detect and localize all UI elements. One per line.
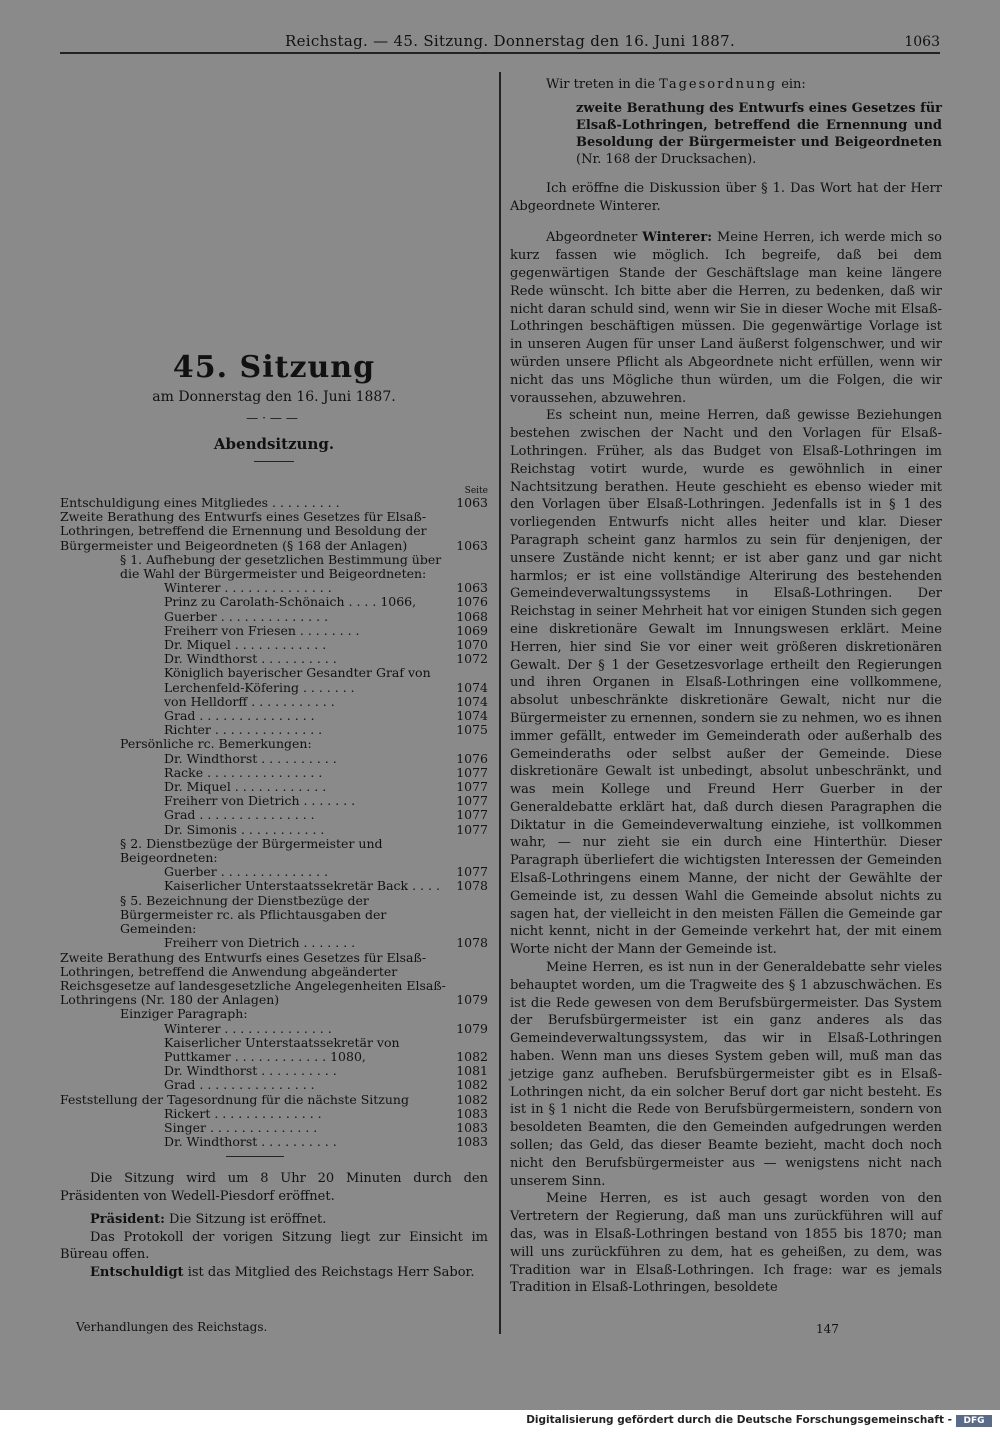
toc-row xyxy=(60,709,488,723)
agenda-item xyxy=(576,100,942,168)
toc-entry-page: 1077 xyxy=(456,807,488,823)
toc-entry-text: Winterer . . . . . . . . . . . . . . xyxy=(164,1020,332,1036)
toc-entry-page: 1077 xyxy=(456,793,488,809)
excused-paragraph xyxy=(60,1264,488,1282)
toc-row xyxy=(60,794,488,808)
header-rule xyxy=(60,52,940,54)
sitting-dash: —·—— xyxy=(246,411,302,425)
sitting-date: am Donnerstag den 16. Juni 1887. xyxy=(152,389,396,405)
toc-entry-text: Dr. Miquel . . . . . . . . . . . . xyxy=(164,637,327,653)
toc-entry-text: Freiherr von Friesen . . . . . . . . xyxy=(164,622,360,638)
footer-left: Verhandlungen des Reichstags. xyxy=(76,1320,268,1334)
toc-entry-page: 1076 xyxy=(456,750,488,766)
header-page-number: 1063 xyxy=(904,34,940,50)
toc-entry-text: Freiherr von Dietrich . . . . . . . xyxy=(164,935,356,951)
toc-entry-text: Zweite Berathung des Entwurfs eines Gesetzes für Elsaß-Lothringen, betreffend die Anwendung abgeänderter Reichsgesetze auf landesgesetzliche Angelegenheiten Elsaß-Lothringens (Nr. 180 der Anlagen) xyxy=(60,949,446,1008)
toc-entry-text: Prinz zu Carolath-Schönaich . . . . 1066, xyxy=(164,594,417,610)
dfg-logo: DFG xyxy=(956,1415,992,1427)
toc-entry-page: 1082 xyxy=(456,1091,488,1107)
toc-entry-text: von Helldorff . . . . . . . . . . . xyxy=(164,693,335,709)
toc-entry-text: Zweite Berathung des Entwurfs eines Gesetzes für Elsaß-Lothringen, betreffend die Ernennung und Besoldung der Bürgermeister und Beigeordneten (§ 168 der Anlagen) xyxy=(60,509,427,553)
sitting-number: 45. Sitzung xyxy=(172,350,376,385)
toc-entry-page: 1083 xyxy=(456,1134,488,1150)
toc-row xyxy=(60,1078,488,1092)
toc-column-head: Seite xyxy=(464,486,488,496)
toc-row xyxy=(60,1121,488,1135)
toc-row xyxy=(60,595,488,609)
toc-entry-page: 1063 xyxy=(456,580,488,596)
toc-row xyxy=(60,652,488,666)
president-text: Die Sitzung ist eröffnet. xyxy=(164,1212,327,1228)
credit-bar xyxy=(0,1410,1000,1432)
excused-text: ist das Mitglied des Reichstags Herr Sabor. xyxy=(183,1264,475,1280)
toc-entry-text: Guerber . . . . . . . . . . . . . . xyxy=(164,864,329,880)
toc-entry-page: 1063 xyxy=(456,495,488,510)
toc-entry-page: 1069 xyxy=(456,622,488,638)
toc-entry-text: Dr. Windthorst . . . . . . . . . . xyxy=(164,1063,337,1079)
toc-row xyxy=(60,823,488,837)
footer-signature: 147 xyxy=(816,1322,839,1336)
toc-row xyxy=(60,766,488,780)
toc-entry-text: Dr. Simonis . . . . . . . . . . . xyxy=(164,821,325,837)
toc-entry-text: Singer . . . . . . . . . . . . . . xyxy=(164,1119,318,1135)
toc-row xyxy=(60,879,488,893)
agenda-intro-spaced: Tagesordnung xyxy=(659,77,778,92)
toc-entry-text: Richter . . . . . . . . . . . . . . xyxy=(164,722,323,738)
toc-entry-page: 1074 xyxy=(456,679,488,695)
toc-row xyxy=(60,695,488,709)
toc-row xyxy=(60,865,488,879)
toc-end-rule xyxy=(226,1156,284,1157)
toc-row xyxy=(60,737,488,751)
toc-row xyxy=(60,510,488,553)
toc-row xyxy=(60,1022,488,1036)
toc-entry-text: Königlich bayerischer Gesandter Graf von Lerchenfeld-Köfering . . . . . . . xyxy=(164,665,431,695)
toc-row xyxy=(60,1007,488,1021)
toc-entry-page: 1072 xyxy=(456,651,488,667)
toc-row xyxy=(60,752,488,766)
toc-entry-text: Dr. Windthorst . . . . . . . . . . xyxy=(164,750,337,766)
toc-entry-text: Rickert . . . . . . . . . . . . . . xyxy=(164,1105,322,1121)
speech-speaker: Winterer: xyxy=(642,230,713,246)
toc-row xyxy=(60,496,488,510)
toc-entry-page: 1083 xyxy=(456,1105,488,1121)
toc-entry-text: Dr. Windthorst . . . . . . . . . . xyxy=(164,1134,337,1150)
toc-entry-page: 1074 xyxy=(456,693,488,709)
toc-entry-page: 1083 xyxy=(456,1119,488,1135)
subtitle-rule xyxy=(254,461,294,462)
toc-entry-text: Grad . . . . . . . . . . . . . . . xyxy=(164,708,315,724)
toc-entry-page: 1075 xyxy=(456,722,488,738)
header-title: Reichstag. — 45. Sitzung. Donnerstag den 16. Juni 1887. xyxy=(285,32,736,50)
toc-rows xyxy=(60,496,488,1149)
agenda-item-ref: (Nr. 168 der Drucksachen). xyxy=(576,151,757,167)
excused-lead: Entschuldigt xyxy=(90,1264,184,1280)
toc-entry-page: 1079 xyxy=(456,1020,488,1036)
toc-entry-page: 1063 xyxy=(456,537,488,553)
sitting-subtitle: Abendsitzung. xyxy=(213,435,335,453)
running-header xyxy=(60,30,940,52)
protocol-paragraph: Das Protokoll der vorigen Sitzung liegt zur Einsicht im Büreau offen. xyxy=(60,1229,488,1263)
agenda-item-title: zweite Berathung des Entwurfs eines Gesetzes für Elsaß-Lothringen, betreffend die Ernennung und Besoldung der Bürgermeister und Beigeordneten xyxy=(576,100,942,150)
toc-entry-text: Einziger Paragraph: xyxy=(120,1006,248,1022)
toc-entry-text: Kaiserlicher Unterstaatssekretär Back . . . . xyxy=(164,878,440,894)
toc-entry-page: 1076 xyxy=(456,594,488,610)
toc-entry-text: Grad . . . . . . . . . . . . . . . xyxy=(164,1077,315,1093)
opening-paragraph: Die Sitzung wird um 8 Uhr 20 Minuten durch den Präsidenten von Wedell-Piesdorf eröffnet. xyxy=(60,1171,488,1204)
toc-row xyxy=(60,894,488,937)
speech-paragraph-3: Meine Herren, es ist nun in der Generaldebatte sehr vieles behauptet worden, um die Tragweite des § 1 abzuschwächen. Es ist die Rede gewesen von dem Berufsbürgermeister. Das System der Berufsbürgermeister ist ein ganz anderes als das Gemeindeverwaltungssystem, das wir in Elsaß-Lothringen haben. Wenn man uns dieses System geben will, muß man das jetzige ganz aufheben. Berufsbürgermeister gibt es in Elsaß-Lothringen nicht, da ein solcher Beruf dort gar nicht besteht. Es ist in § 1 nicht die Rede von Berufsbürgermeistern, sondern von besoldeten Beamten, die den Gemeinden aufgedrungen werden sollen; das Geld, das dieser Beamte bezieht, macht doch noch nicht den Berufsbürgermeister aus — wenigstens nicht nach unserem Sinn. xyxy=(510,960,942,1189)
toc-entry-page: 1077 xyxy=(456,779,488,795)
toc-row xyxy=(60,610,488,624)
right-column xyxy=(510,76,942,1297)
toc-entry-page: 1068 xyxy=(456,608,488,624)
toc-entry-page: 1074 xyxy=(456,708,488,724)
speech-paragraph-2: Es scheint nun, meine Herren, daß gewisse Beziehungen bestehen zwischen der Nacht und den Vorlagen für Elsaß-Lothringen. Früher, als das Budget von Elsaß-Lothringen im Reichstag votirt wurde, wurde es gewöhnlich in einer Nachtsitzung berathen. Heute geschieht es ebenso wieder mit den Vorlagen über Elsaß-Lothringen. Jedenfalls ist in § 1 des vorliegenden Entwurfs nicht alles heiter und klar. Dieser Paragraph scheint ganz harmlos zu sein für denjenigen, der unsere Zustände nicht kennt; er ist aber ganz und gar nicht harmlos; er ist eine vollständige Alterirung des bestehenden Gemeindeverwaltungssystems in Elsaß-Lothringen. Der Reichstag in seiner Mehrheit hat vor einigen Stunden sich gegen eine diskretionäre Gewalt im Innungswesen erklärt. Meine Herren, hier sind Sie vor einer weit größeren diskretionären Gewalt. Der § 1 der Gesetzesvorlage ertheilt den Regierungen und ihren Organen in Elsaß-Lothringen eine vollkommene, absolut unbeschränkte diskretionäre Gewalt, nicht nur die Bürgermeister zu ernennen, sondern sie zu nehmen, wo es ihnen immer gefällt, entweder im Gemeinderath oder außerhalb des Gemeinderaths oder selbst außer der Gemeinde. Diese diskretionäre Gewalt ist unbedingt, absolut unbeschränkt, und was mein Kollege und Freund Herr Guerber in der Generaldebatte erklärt hat, daß durch diesen Paragraphen die Diktatur in die Gemeindeverwaltung einziehe, ist vollkommen wahr, — nur zieht sie ein durch eine Hinterthür. Dieser Paragraph überliefert die wichtigsten Interessen der Gemeinden Elsaß-Lothringens einem Manne, der nicht der Gewählte der Gemeinde ist, zu dessen Wahl die Gemeinde absolut nichts zu sagen hat, der vielleicht in den meisten Fällen die Gemeinde gar nicht kennt, nicht in der Gemeinde verkehrt hat, der mit einem Worte nicht der Mann der Gemeinde ist. xyxy=(510,408,942,958)
toc-entry-text: Kaiserlicher Unterstaatssekretär von Puttkamer . . . . . . . . . . . . 1080, xyxy=(164,1034,400,1064)
president-speaker: Präsident: xyxy=(90,1212,165,1228)
speech-paragraph-4: Meine Herren, es ist auch gesagt worden von den Vertretern der Regierung, daß man uns zurückführen will auf das, was in Elsaß-Lothringen bestand von 1855 bis 1870; man will uns zurückführen zu dem, hat es geheißen, zu dem, was Tradition war in Elsaß-Lothringen. Ich frage: war es jemals Tradition in Elsaß-Lothringen, besoldete xyxy=(510,1191,942,1296)
toc-entry-text: Winterer . . . . . . . . . . . . . . xyxy=(164,580,332,596)
toc-entry-page: 1081 xyxy=(456,1063,488,1079)
agenda-intro-a: Wir treten in die xyxy=(546,77,660,92)
toc-entry-text: Guerber . . . . . . . . . . . . . . xyxy=(164,608,329,624)
toc-entry-page: 1070 xyxy=(456,637,488,653)
toc-row xyxy=(60,780,488,794)
toc-row xyxy=(60,666,488,694)
toc-row xyxy=(60,624,488,638)
toc-row xyxy=(60,1135,488,1149)
toc-entry-text: Grad . . . . . . . . . . . . . . . xyxy=(164,807,315,823)
toc-entry-text: § 5. Bezeichnung der Dienstbezüge der Bürgermeister rc. als Pflichtausgaben der Gemeinden: xyxy=(120,892,387,937)
toc-row xyxy=(60,1064,488,1078)
toc-row xyxy=(60,581,488,595)
toc-row xyxy=(60,1036,488,1064)
credit-text: Digitalisierung gefördert durch die Deutsche Forschungsgemeinschaft - xyxy=(526,1414,952,1426)
toc-entry-page: 1077 xyxy=(456,764,488,780)
toc-entry-text: § 2. Dienstbezüge der Bürgermeister und Beigeordneten: xyxy=(120,835,383,866)
toc-entry-page: 1082 xyxy=(456,1048,488,1064)
toc-row xyxy=(60,936,488,950)
agenda-intro-b: ein: xyxy=(777,77,806,92)
table-of-contents xyxy=(60,486,488,1149)
toc-row xyxy=(60,951,488,1008)
toc-row xyxy=(60,1093,488,1107)
toc-entry-page: 1077 xyxy=(456,864,488,880)
toc-entry-text: Dr. Windthorst . . . . . . . . . . xyxy=(164,651,337,667)
toc-entry-page: 1077 xyxy=(456,821,488,837)
toc-row xyxy=(60,808,488,822)
toc-entry-page: 1082 xyxy=(456,1077,488,1093)
agenda-intro xyxy=(510,76,942,94)
toc-entry-text: Entschuldigung eines Mitgliedes . . . . . . . . . xyxy=(60,495,340,510)
toc-row xyxy=(60,553,488,581)
toc-row xyxy=(60,1107,488,1121)
toc-entry-page: 1078 xyxy=(456,878,488,894)
left-column-body xyxy=(60,1170,488,1282)
open-discussion: Ich eröffne die Diskussion über § 1. Das Wort hat der Herr Abgeordnete Winterer. xyxy=(510,180,942,214)
president-paragraph xyxy=(60,1211,488,1229)
toc-entry-text: Freiherr von Dietrich . . . . . . . xyxy=(164,793,356,809)
toc-row xyxy=(60,723,488,737)
toc-entry-text: Feststellung der Tagesordnung für die nächste Sitzung xyxy=(60,1091,409,1107)
toc-row xyxy=(60,638,488,652)
speech-paragraph-1 xyxy=(510,229,942,407)
toc-entry-text: Dr. Miquel . . . . . . . . . . . . xyxy=(164,779,327,795)
toc-entry-page: 1079 xyxy=(456,992,488,1008)
speech-intro: Abgeordneter xyxy=(546,230,643,246)
column-divider xyxy=(499,72,501,1334)
toc-entry-page: 1078 xyxy=(456,935,488,951)
toc-entry-text: Racke . . . . . . . . . . . . . . . xyxy=(164,764,323,780)
toc-entry-text: Persönliche rc. Bemerkungen: xyxy=(120,736,312,752)
sitting-heading xyxy=(60,350,488,462)
speech-text-1: Meine Herren, ich werde mich so kurz fassen wie möglich. Ich begreife, daß bei dem gegenwärtigen Stande der Geschäftslage man keine längere Rede wünscht. Ich bitte aber die Herren, zu bedenken, daß wir nicht daran schuld sind, wenn wir Sie in dieser Woche mit Elsaß-Lothringen beschäftigen müssen. Die gegenwärtige Vorlage ist in unseren Augen für unser Land äußerst folgenschwer, und wir würden unsere Pflicht als Abgeordnete nicht erfüllen, wenn wir nicht das uns Mögliche thun würden, um die Folgen, die wir voraussehen, abzuwehren. xyxy=(510,230,942,406)
toc-entry-text: § 1. Aufhebung der gesetzlichen Bestimmung über die Wahl der Bürgermeister und Beigeordneten: xyxy=(120,551,442,582)
toc-row xyxy=(60,837,488,865)
